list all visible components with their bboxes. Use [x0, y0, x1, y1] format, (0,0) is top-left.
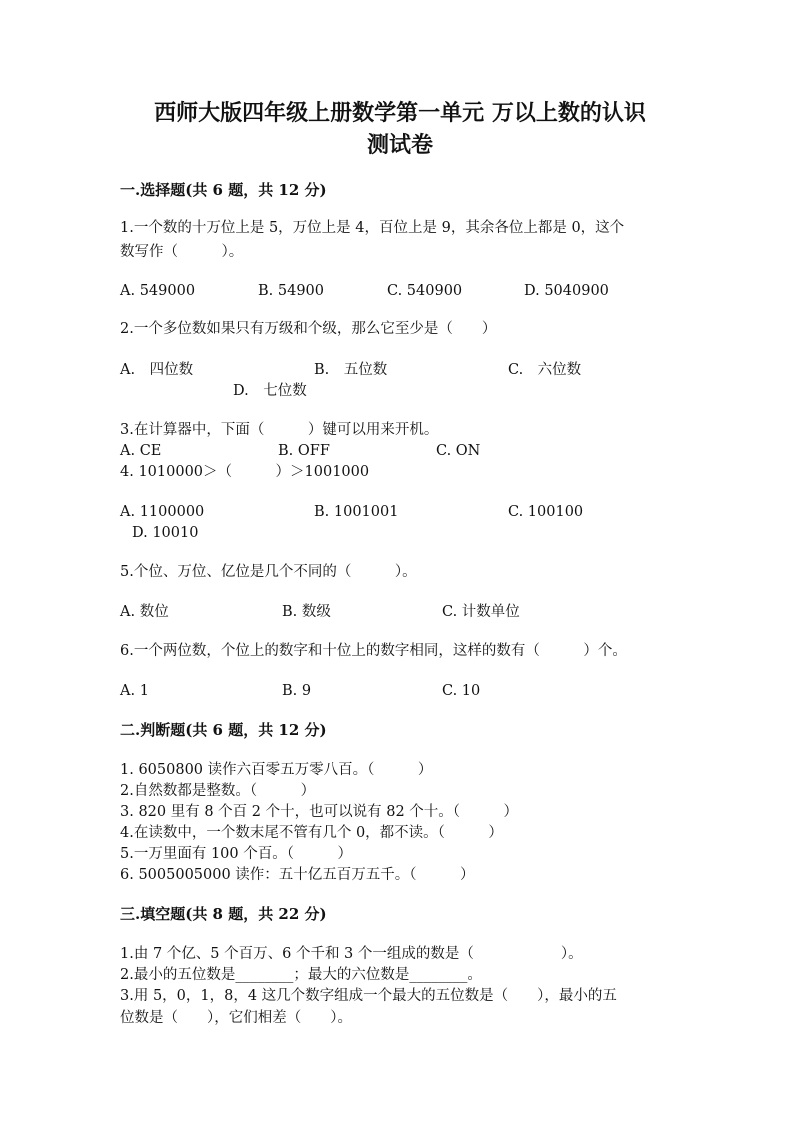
judge-item-1: 1. 6050800 读作六百零五万零八百。（ ）: [120, 762, 433, 778]
question-2-stem: 2.一个多位数如果只有万级和个级，那么它至少是（ ）: [120, 321, 497, 337]
question-1-option-a: A. 549000: [120, 283, 196, 299]
judge-item-5: 5.一万里面有 100 个百。（ ）: [120, 846, 352, 862]
question-5-option-b: B. 数级: [282, 604, 331, 620]
question-4-option-a: A. 1100000: [120, 504, 205, 520]
question-5-option-c: C. 计数单位: [442, 604, 520, 620]
question-6-stem: 6.一个两位数，个位上的数字和十位上的数字相同，这样的数有（ ）个。: [120, 643, 627, 659]
question-6-option-a: A. 1: [120, 683, 149, 699]
question-4-option-c: C. 100100: [508, 504, 584, 520]
question-6-option-b: B. 9: [282, 683, 312, 699]
question-4-option-b: B. 1001001: [314, 504, 399, 520]
section-heading-fill: 三.填空题(共 8 题，共 22 分): [120, 905, 327, 923]
page-title-line1: 西师大版四年级上册数学第一单元 万以上数的认识: [154, 100, 646, 126]
question-4-option-d: D. 10010: [132, 525, 199, 541]
fill-item-3-line1: 3.用 5，0，1，8，4 这几个数字组成一个最大的五位数是（ ），最小的五: [120, 988, 617, 1004]
judge-item-2: 2.自然数都是整数。（ ）: [120, 783, 316, 799]
fill-item-1: 1.由 7 个亿、5 个百万、6 个千和 3 个一组成的数是（ ）。: [120, 946, 583, 962]
question-5-stem: 5.个位、万位、亿位是几个不同的（ ）。: [120, 564, 417, 580]
question-3-option-c: C. ON: [436, 443, 481, 459]
fill-item-3-line2: 位数是（ ），它们相差（ ）。: [120, 1010, 352, 1026]
question-2-option-b: B. 五位数: [314, 362, 388, 378]
question-3-stem: 3.在计算器中，下面（ ）键可以用来开机。: [120, 422, 439, 438]
question-5-option-a: A. 数位: [120, 604, 169, 620]
question-3-option-b: B. OFF: [278, 443, 330, 459]
judge-item-4: 4.在读数中，一个数末尾不管有几个 0，都不读。（ ）: [120, 825, 503, 841]
question-2-option-a: A. 四位数: [120, 362, 194, 378]
judge-item-3: 3. 820 里有 8 个百 2 个十，也可以说有 82 个十。（ ）: [120, 804, 519, 820]
question-4-stem: 4. 1010000＞（ ）＞1001000: [120, 464, 370, 480]
question-1-option-d: D. 5040900: [524, 283, 609, 299]
question-6-option-c: C. 10: [442, 683, 481, 699]
question-1-option-c: C. 540900: [387, 283, 463, 299]
page-title-line2: 测试卷: [366, 132, 433, 158]
question-3-option-a: A. CE: [120, 443, 162, 459]
section-heading-judge: 二.判断题(共 6 题，共 12 分): [120, 721, 327, 739]
fill-item-2: 2.最小的五位数是________；最大的六位数是________。: [120, 967, 482, 983]
question-1-stem-line1: 1.一个数的十万位上是 5，万位上是 4，百位上是 9，其余各位上都是 0，这个: [120, 220, 625, 236]
question-1-option-b: B. 54900: [258, 283, 325, 299]
section-heading-choice: 一.选择题(共 6 题，共 12 分): [120, 181, 327, 199]
judge-item-6: 6. 5005005000 读作：五十亿五百万五千。（ ）: [120, 867, 475, 883]
question-2-option-d: D. 七位数: [233, 383, 307, 399]
question-1-stem-line2: 数写作（ ）。: [120, 244, 244, 260]
question-2-option-c: C. 六位数: [508, 362, 582, 378]
